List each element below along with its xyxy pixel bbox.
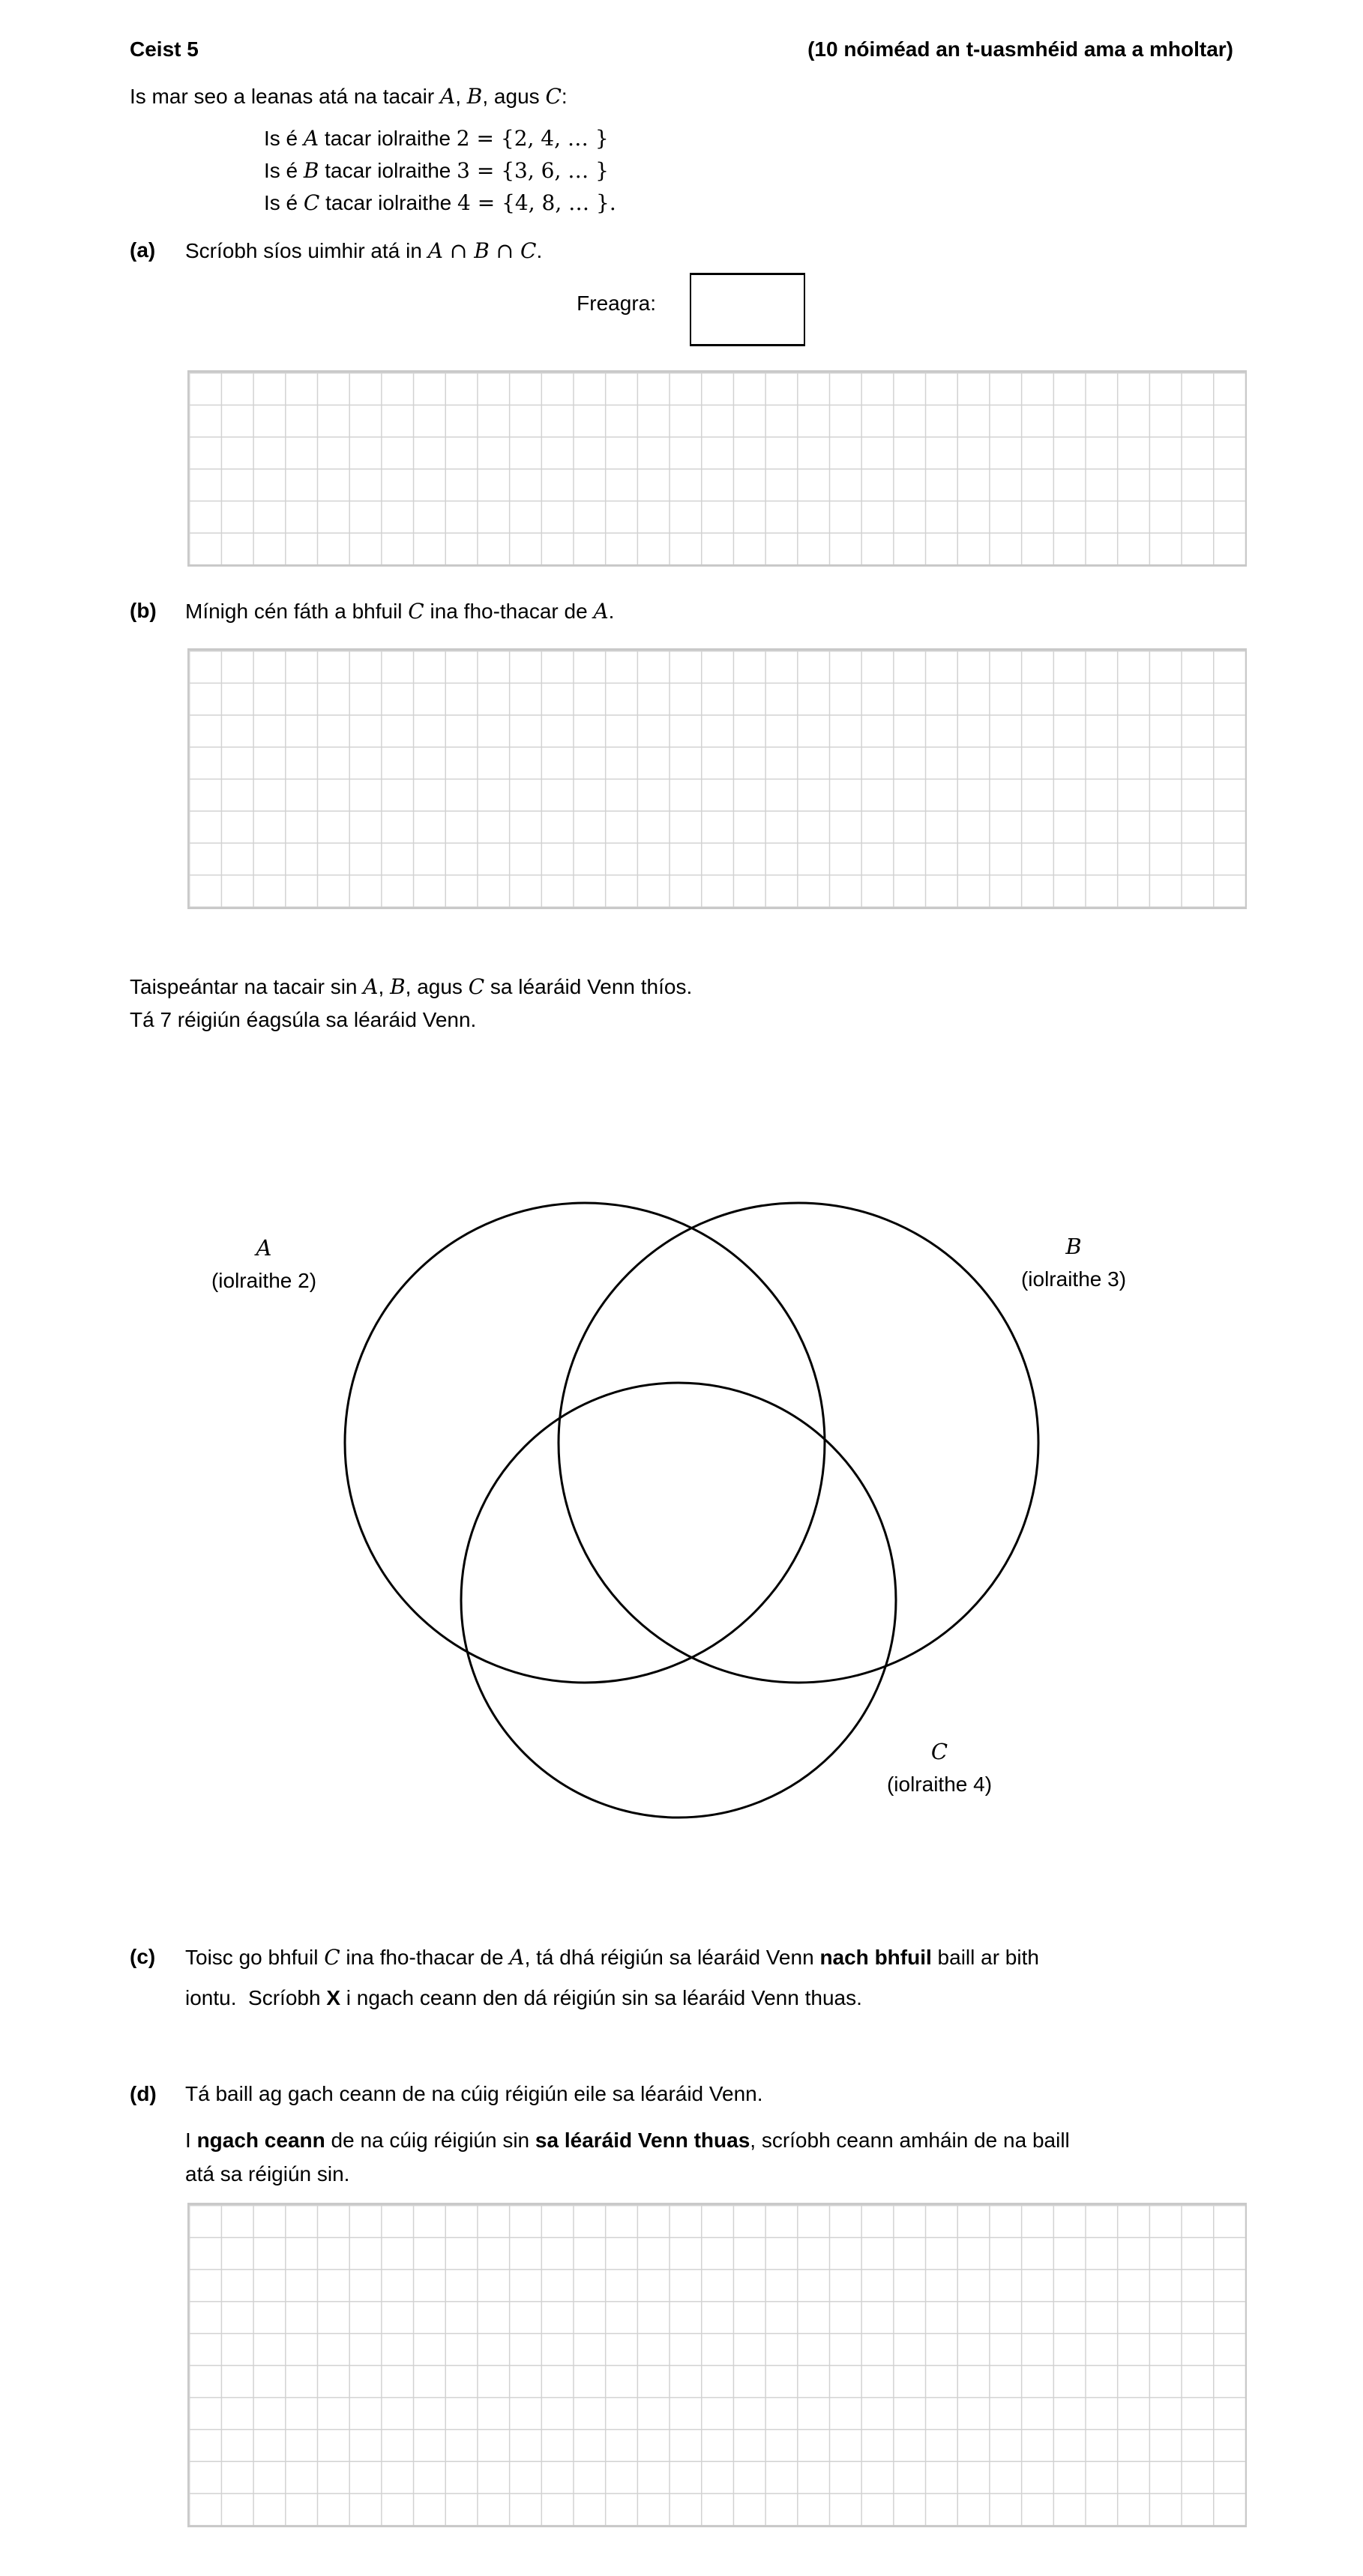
math-var-A: A bbox=[363, 974, 379, 999]
set-def-math-C: 4 = {4, 8, … }. bbox=[457, 190, 616, 215]
set-def-mid: tacar iolraithe bbox=[319, 191, 457, 214]
part-a-period: . bbox=[536, 239, 543, 262]
math-var-A: A bbox=[427, 238, 443, 263]
part-c-text: Toisc go bhfuil bbox=[185, 1946, 325, 1969]
set-def-var-B: B bbox=[303, 158, 319, 183]
part-b-period: . bbox=[608, 600, 615, 623]
set-var-B: B bbox=[466, 84, 483, 109]
math-var-C: C bbox=[408, 599, 424, 624]
math-var-C: C bbox=[520, 238, 537, 263]
intersection-symbol: ∩ bbox=[489, 238, 521, 263]
answer-box[interactable] bbox=[690, 273, 805, 346]
part-a-label: (a) bbox=[130, 238, 156, 262]
venn-label-B-var: B bbox=[1065, 1234, 1082, 1259]
set-var-A: A bbox=[440, 84, 456, 109]
venn-intro-sep2: , agus bbox=[405, 975, 469, 998]
venn-label-C-var: C bbox=[930, 1739, 948, 1764]
part-c-bold-phrase: nach bhfuil bbox=[819, 1946, 932, 1969]
part-d-text2: de na cúig réigiún sin bbox=[325, 2129, 535, 2152]
set-var-C: C bbox=[545, 84, 562, 109]
venn-intro-line2: Tá 7 réigiún éagsúla sa léaráid Venn. bbox=[130, 1008, 477, 1031]
part-d-line1: Tá baill ag gach ceann de na cúig réigiún eile sa léaráid Venn. bbox=[185, 2082, 763, 2105]
part-d-line2 bbox=[185, 2129, 1070, 2153]
math-var-C: C bbox=[468, 974, 485, 999]
part-d-text3: , scríobh ceann amháin de na baill bbox=[750, 2129, 1070, 2152]
intersection-symbol: ∩ bbox=[442, 238, 475, 263]
math-var-B: B bbox=[474, 238, 490, 263]
part-b-label: (b) bbox=[130, 599, 157, 622]
set-def-var-A: A bbox=[303, 126, 319, 151]
answer-grid-a[interactable] bbox=[187, 370, 1247, 567]
time-note: (10 nóiméad an t-uasmhéid ama a mholtar) bbox=[807, 37, 1233, 61]
set-def-mid: tacar iolraithe bbox=[319, 159, 457, 182]
venn-intro-text: Taispeántar na tacair sin bbox=[130, 975, 364, 998]
part-c-text6: i ngach ceann den dá réigiún sin sa léaráid Venn thuas. bbox=[340, 1986, 862, 2009]
intro-sep2: , agus bbox=[482, 85, 546, 108]
math-var-A: A bbox=[509, 1945, 525, 1970]
part-c-label: (c) bbox=[130, 1945, 156, 1968]
set-definition-C bbox=[264, 190, 616, 215]
venn-label-C-sub: (iolraithe 4) bbox=[886, 1773, 993, 1796]
venn-label-B bbox=[954, 1231, 1194, 1295]
part-d-label: (d) bbox=[130, 2082, 157, 2105]
part-b-text2: ina fho-thacar de bbox=[424, 600, 594, 623]
intro-line bbox=[130, 84, 568, 109]
set-def-pre: Is é bbox=[264, 127, 304, 150]
answer-label: Freagra: bbox=[577, 292, 656, 315]
venn-intro-sep: , bbox=[378, 975, 391, 998]
part-c-line1 bbox=[185, 1945, 1039, 1970]
part-d-bold-phrase2: sa léaráid Venn thuas bbox=[535, 2129, 750, 2152]
answer-grid-d[interactable] bbox=[187, 2203, 1247, 2527]
part-c-text4: baill ar bith bbox=[931, 1946, 1039, 1969]
intro-colon: : bbox=[561, 85, 568, 108]
part-c-text3: , tá dhá réigiún sa léaráid Venn bbox=[524, 1946, 820, 1969]
set-def-mid: tacar iolraithe bbox=[319, 127, 457, 150]
set-def-math-B: 3 = {3, 6, … } bbox=[457, 158, 609, 183]
part-c-line2 bbox=[185, 1986, 862, 2010]
venn-label-B-sub: (iolraithe 3) bbox=[1020, 1267, 1127, 1291]
answer-grid-b[interactable] bbox=[187, 648, 1247, 909]
set-def-var-C: C bbox=[303, 190, 320, 215]
part-d-line3: atá sa réigiún sin. bbox=[185, 2162, 350, 2186]
venn-label-A-sub: (iolraithe 2) bbox=[211, 1269, 317, 1292]
math-var-B: B bbox=[390, 974, 406, 999]
venn-label-A bbox=[144, 1232, 384, 1297]
set-def-math-A: 2 = {2, 4, … } bbox=[456, 126, 609, 151]
part-d-text: I bbox=[185, 2129, 197, 2152]
part-c-bold-X: X bbox=[326, 1986, 341, 2009]
math-var-A: A bbox=[593, 599, 609, 624]
intro-text: Is mar seo a leanas atá na tacair bbox=[130, 85, 440, 108]
venn-circle-A bbox=[345, 1203, 825, 1683]
part-b-text: Mínigh cén fáth a bhfuil bbox=[185, 600, 409, 623]
question-title: Ceist 5 bbox=[130, 37, 199, 61]
venn-intro-line1 bbox=[130, 974, 692, 999]
part-c-text2: ina fho-thacar de bbox=[340, 1946, 510, 1969]
set-definition-B bbox=[264, 158, 609, 183]
set-def-pre: Is é bbox=[264, 159, 304, 182]
venn-label-A-var: A bbox=[256, 1235, 272, 1261]
venn-intro-tail: sa léaráid Venn thíos. bbox=[484, 975, 693, 998]
part-c-text5: iontu. Scríobh bbox=[185, 1986, 327, 2009]
part-a-text: Scríobh síos uimhir atá in bbox=[185, 239, 428, 262]
part-b-question bbox=[185, 599, 614, 624]
part-a-question bbox=[185, 238, 542, 263]
math-var-C: C bbox=[324, 1945, 340, 1970]
venn-label-C bbox=[819, 1736, 1059, 1800]
part-d-bold-phrase1: ngach ceann bbox=[196, 2129, 325, 2152]
intro-sep1: , bbox=[455, 85, 467, 108]
set-definition-A bbox=[264, 126, 609, 151]
set-def-pre: Is é bbox=[264, 191, 304, 214]
